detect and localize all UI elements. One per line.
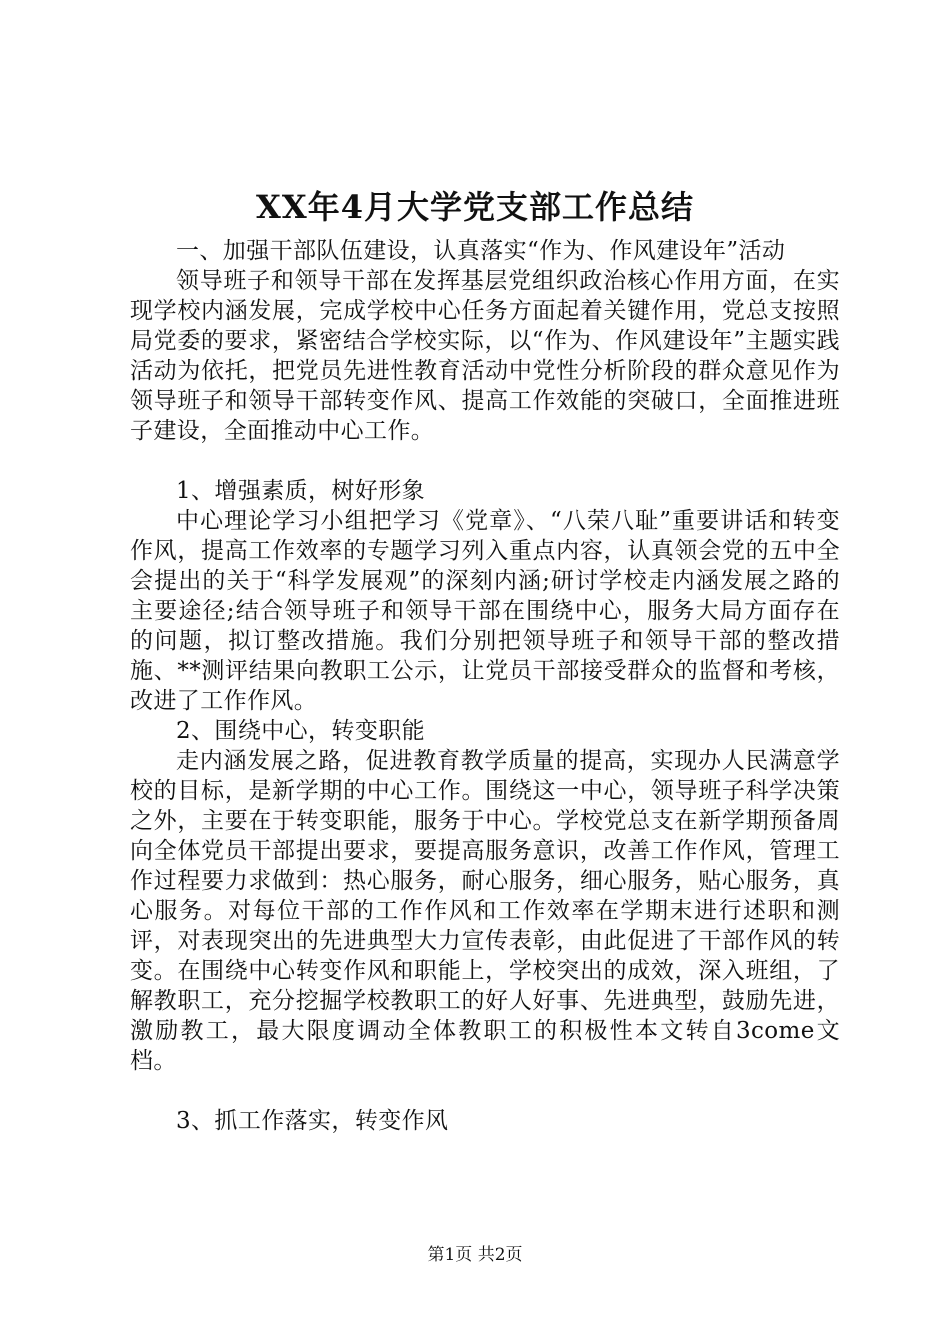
page-footer: 第1页 共2页 [427, 1245, 523, 1265]
subheading-1: 1、增强素质，树好形象 [176, 478, 426, 504]
paragraph-1: 领导班子和领导干部在发挥基层党组织政治核心作用方面，在实现学校内涵发展，完成学校中心任务方面起着关键作用，党总支按照局党委的要求，紧密结合学校实际，以“作为、作风建设年”主题实践活动为依托，把党员先进性教育活动中党性分析阶段的群众意见作为领导班子和领导干部转变作风、提高工作效能的突破口，全面推进班子建设，全面推动中心工作。 [130, 268, 840, 444]
section-heading-1: 一、加强干部队伍建设，认真落实“作为、作风建设年”活动 [176, 238, 786, 264]
paragraph-3: 走内涵发展之路，促进教育教学质量的提高，实现办人民满意学校的目标，是新学期的中心工作。围绕这一中心，领导班子科学决策之外，主要在于转变职能，服务于中心。学校党总支在新学期预备周向全体党员干部提出要求，要提高服务意识，改善工作作风，管理工作过程要力求做到：热心服务，耐心服务，细心服务，贴心服务，真心服务。对每位干部的工作作风和工作效率在学期末进行述职和测评，对表现突出的先进典型大力宣传表彰，由此促进了干部作风的转变。在围绕中心转变作风和职能上，学校突出的成效，深入班组，了解教职工，充分挖掘学校教职工的好人好事、先进典型，鼓励先进，激励教工，最大限度调动全体教职工的积极性本文转自3come文档。 [130, 748, 840, 1074]
paragraph-2: 中心理论学习小组把学习《党章》、“八荣八耻”重要讲话和转变作风，提高工作效率的专题学习列入重点内容，认真领会党的五中全会提出的关于“科学发展观”的深刻内涵;研讨学校走内涵发展之路的主要途径;结合领导班子和领导干部在围绕中心，服务大局方面存在的问题，拟订整改措施。我们分别把领导班子和领导干部的整改措施、**测评结果向教职工公示，让党员干部接受群众的监督和考核，改进了工作作风。 [130, 508, 840, 714]
document-title: XX年4月大学党支部工作总结 [256, 188, 694, 226]
subheading-3: 3、抓工作落实，转变作风 [176, 1108, 449, 1134]
subheading-2: 2、围绕中心，转变职能 [176, 718, 426, 744]
document-body [130, 236, 840, 1136]
paragraph-gap [130, 446, 840, 476]
paragraph-gap [130, 1076, 840, 1106]
